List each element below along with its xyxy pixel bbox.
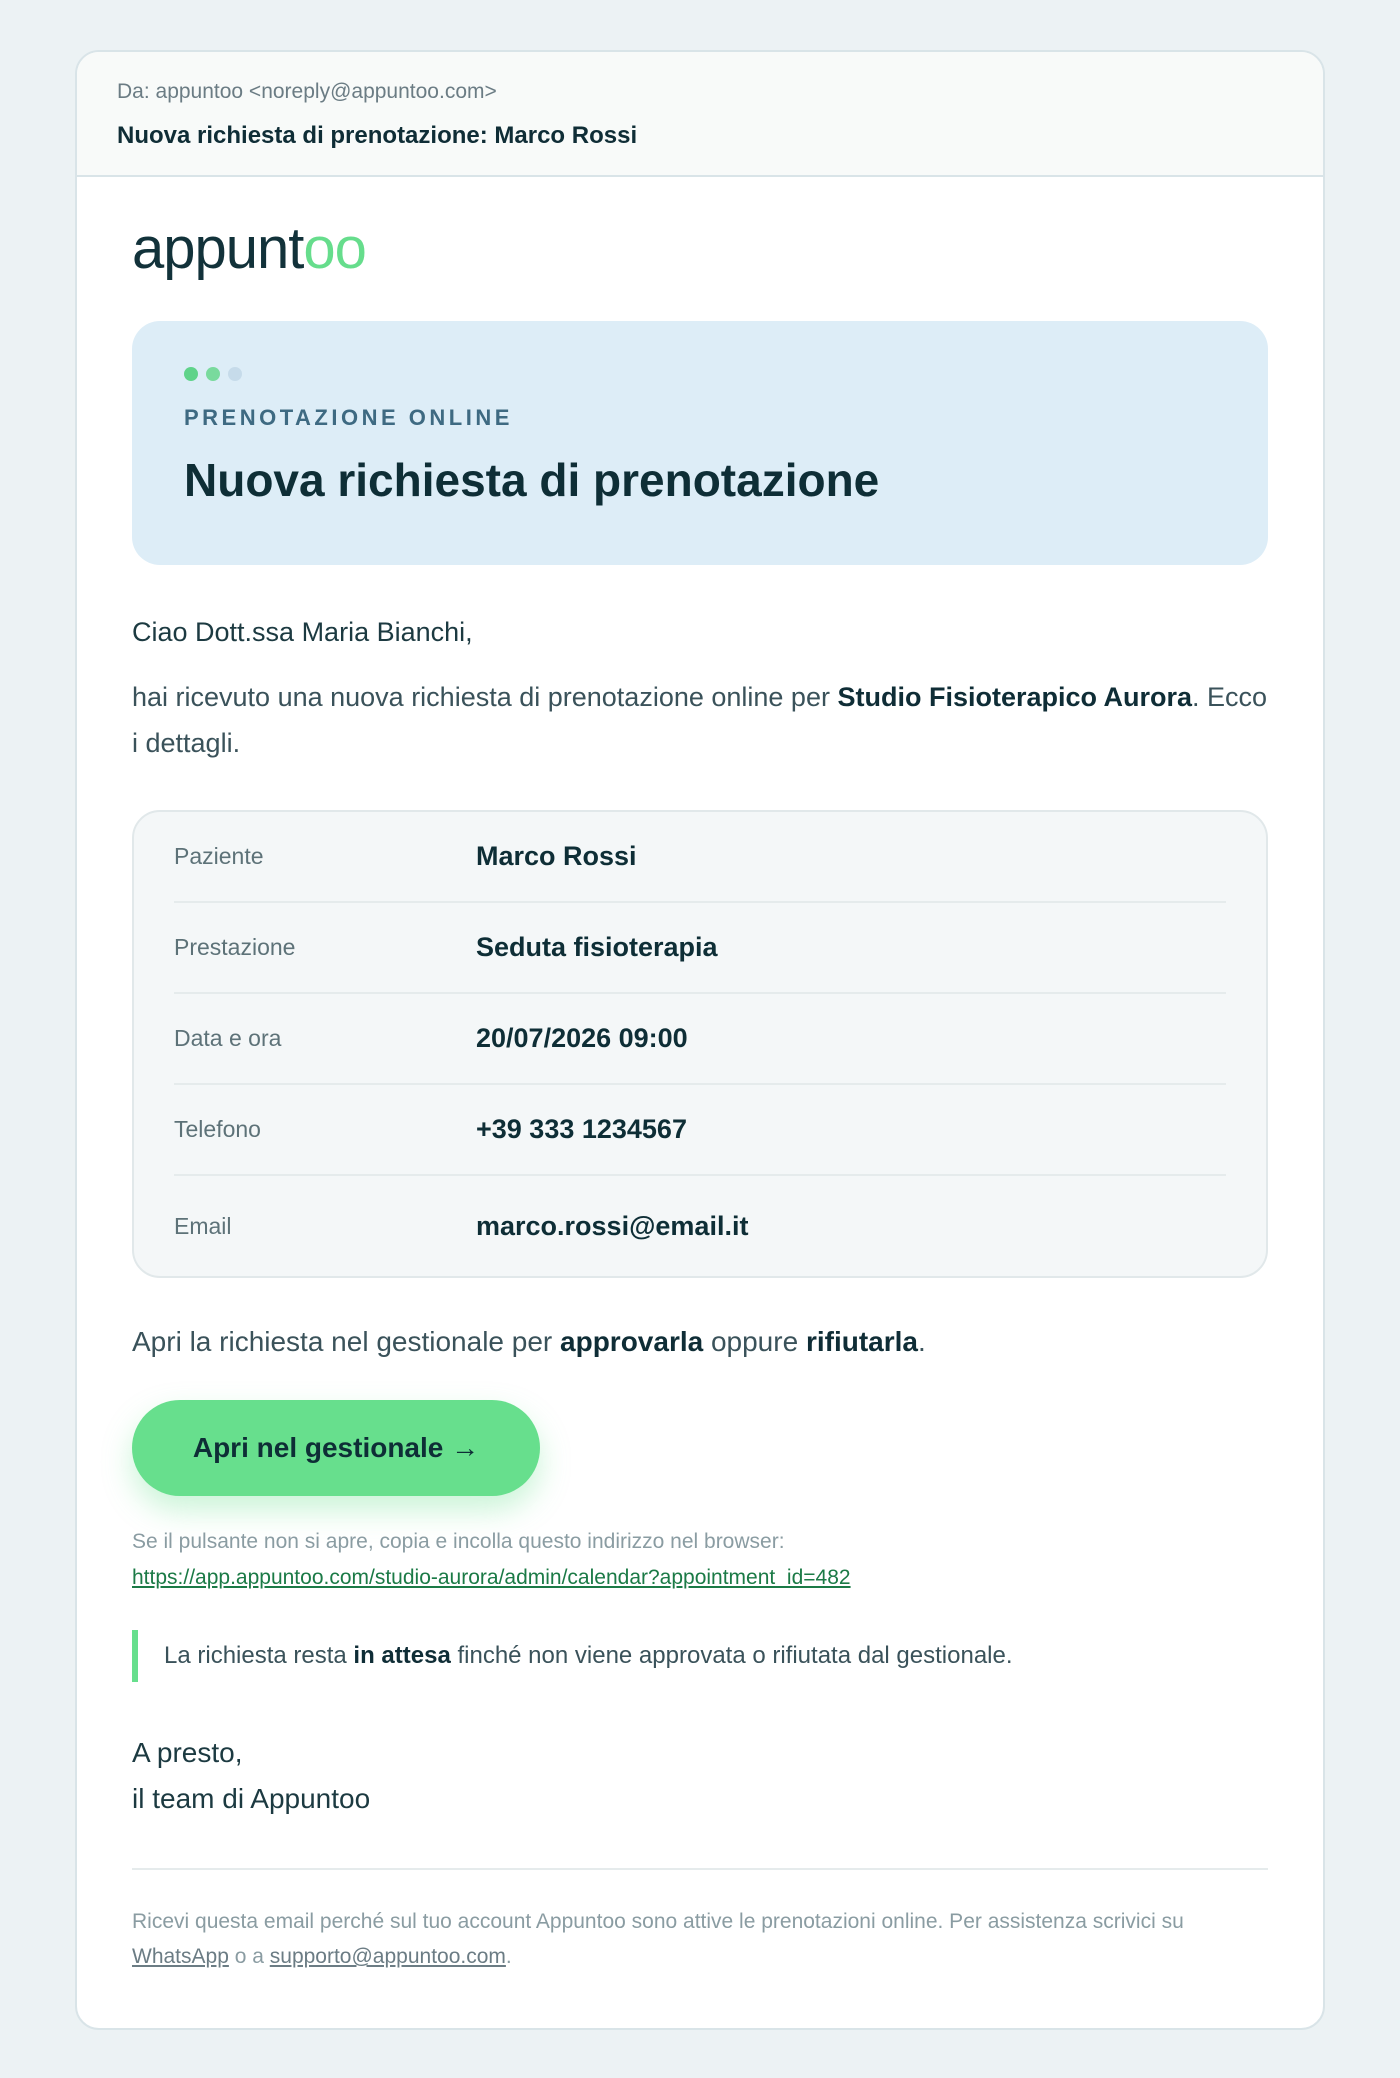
detail-value: marco.rossi@email.it (476, 1210, 749, 1241)
dot-icon (206, 367, 220, 381)
intro-paragraph (132, 674, 1272, 766)
note-text: La richiesta resta (164, 1642, 354, 1669)
support-email-link[interactable]: supporto@appuntoo.com (269, 1945, 506, 1968)
email-footer (132, 1904, 1272, 1974)
signoff-team: il team di Appuntoo (132, 1783, 371, 1814)
reject-word: rifiutarla (805, 1326, 918, 1357)
open-admin-button[interactable]: Apri nel gestionale → (132, 1400, 540, 1496)
email-card (75, 50, 1325, 2030)
detail-label: Telefono (174, 1116, 261, 1142)
detail-row (174, 903, 1226, 994)
dot-icon (184, 367, 198, 381)
hero-title: Nuova richiesta di prenotazione (184, 454, 880, 506)
fallback-text: Se il pulsante non si apre, copia e incolla questo indirizzo nel browser: (132, 1530, 785, 1553)
email-sender: Da: appuntoo <noreply@appuntoo.com> (117, 80, 497, 103)
detail-value: +39 333 1234567 (476, 1114, 687, 1144)
note-text-end: finché non viene approvata o rifiutata dal gestionale. (450, 1642, 1013, 1669)
pending-note (132, 1630, 1268, 1682)
signoff (132, 1730, 1268, 1822)
detail-label: Data e ora (174, 1025, 282, 1051)
detail-value: Seduta fisioterapia (476, 932, 718, 962)
logo-text-accent: oo (303, 216, 366, 281)
detail-label: Paziente (174, 843, 264, 869)
action-text-middle: oppure (703, 1326, 806, 1357)
greeting: Ciao Dott.ssa Maria Bianchi, (132, 617, 473, 647)
detail-row (174, 1085, 1226, 1176)
detail-row (174, 1176, 1226, 1276)
detail-label: Email (174, 1212, 232, 1239)
footer-text: Ricevi questa email perché sul tuo account Appuntoo sono attive le prenotazioni online. Per assistenza scrivici su (132, 1910, 1184, 1933)
hero-banner (132, 321, 1268, 565)
whatsapp-link[interactable]: WhatsApp (132, 1945, 229, 1968)
appuntoo-logo (132, 216, 1268, 286)
action-text-end: . (917, 1326, 926, 1357)
footer-text-middle: o a (228, 1945, 270, 1968)
intro-text: hai ricevuto una nuova richiesta di prenotazione online per (132, 682, 838, 712)
logo-text-main: appunt (132, 216, 304, 281)
footer-divider (132, 1868, 1268, 1870)
action-text: Apri la richiesta nel gestionale per (132, 1326, 561, 1357)
fallback-url-link[interactable]: https://app.appuntoo.com/studio-aurora/admin/calendar?appointment_id=482 (132, 1566, 851, 1589)
detail-value: Marco Rossi (476, 841, 637, 871)
hero-eyebrow: PRENOTAZIONE ONLINE (184, 405, 513, 430)
note-status: in attesa (353, 1642, 451, 1669)
intro-text-end: . Ecco i dettagli. (132, 682, 1268, 758)
email-subject: Nuova richiesta di prenotazione: Marco Rossi (117, 122, 638, 149)
progress-dots (184, 367, 1216, 381)
email-header (77, 52, 1323, 177)
booking-details-table (132, 810, 1268, 1278)
footer-text-end: . (505, 1945, 512, 1968)
detail-label: Prestazione (174, 934, 296, 960)
email-body (77, 216, 1323, 1974)
dot-icon (228, 367, 242, 381)
signoff-line: A presto, (132, 1737, 243, 1768)
action-instructions (132, 1326, 1268, 1358)
studio-name: Studio Fisioterapico Aurora (837, 682, 1193, 712)
detail-row (174, 812, 1226, 903)
detail-value: 20/07/2026 09:00 (476, 1023, 688, 1053)
approve-word: approvarla (560, 1326, 704, 1357)
detail-row (174, 994, 1226, 1085)
